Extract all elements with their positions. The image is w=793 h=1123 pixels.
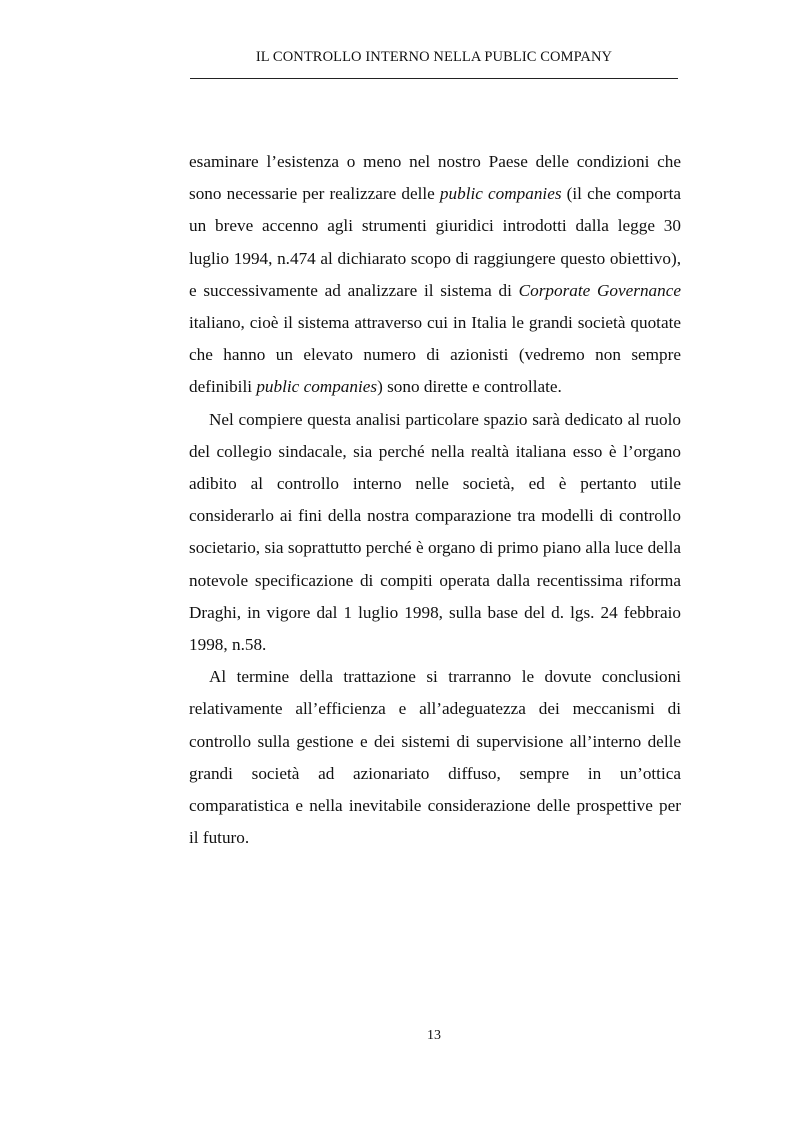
running-header-title: IL CONTROLLO INTERNO NELLA PUBLIC COMPANY [255, 49, 613, 65]
header-rule [190, 78, 678, 79]
paragraph-1-text: esaminare l’esistenza o meno nel nostro Paese delle condizioni che sono necessarie per realizzare delle [189, 152, 681, 204]
paragraph-1 [189, 146, 681, 404]
paragraph-1-italic-term: public companies [256, 377, 378, 397]
paragraph-1-italic-term: public companies [439, 184, 562, 204]
paragraph-1-text: ) sono dirette e controllate. [377, 377, 562, 397]
paragraph-1-text: italiano, cioè il sistema attraverso cui in Italia le grandi società quotate che hanno un elevato numero di azionisti (vedremo non sempre definibili [189, 313, 681, 397]
body-text [189, 146, 681, 854]
paragraph-1-text: (il che comporta un breve accenno agli strumenti giuridici introdotti dalla legge 30 luglio 1994, n.474 al dichiarato scopo di raggiungere questo obiettivo), e successivamente ad analizzare il sistema di [189, 184, 681, 300]
paragraph-3-text: Al termine della trattazione si trarranno le dovute conclusioni relativamente all’efficienza e all’adeguatezza dei meccanismi di controllo sulla gestione e dei sistemi di supervisione all’interno delle grandi società ad azionariato diffuso, sempre in un’ottica comparatistica e nella inevitabile considerazione delle prospettive per il futuro. [189, 667, 681, 848]
paragraph-1-italic-term: Corporate Governance [518, 280, 681, 300]
paragraph-2-text: Nel compiere questa analisi particolare spazio sarà dedicato al ruolo del collegio sindacale, sia perché nella realtà italiana esso è l’organo adibito al controllo interno nelle società, ed è pertanto utile considerarlo ai fini della nostra comparazione tra modelli di controllo societario, sia soprattutto perché è organo di primo piano alla luce della notevole specificazione di compiti operata dalla recentissima riforma Draghi, in vigore dal 1 luglio 1998, sulla base del d. lgs. 24 febbraio 1998, n.58. [189, 409, 681, 655]
paragraph-2 [189, 404, 681, 662]
page-number: 13 [427, 1028, 441, 1043]
paragraph-3 [189, 661, 681, 854]
